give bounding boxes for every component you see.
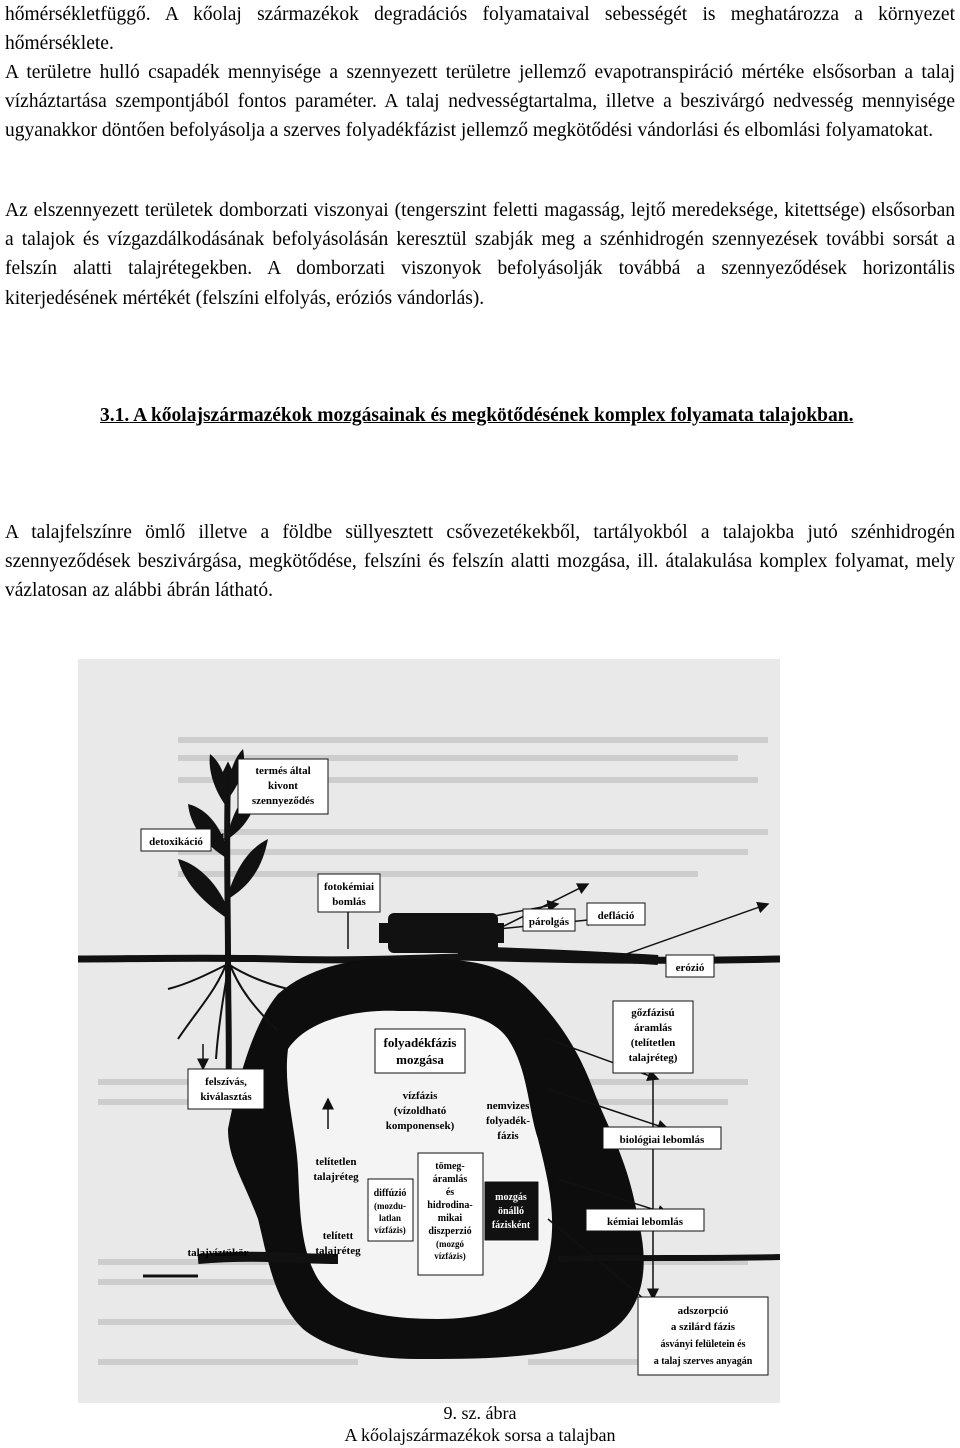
label-photochemical-2: bomlás — [332, 896, 366, 908]
label-diffusion-4: vízfázis) — [374, 1225, 406, 1235]
label-mass-flow-4: hidrodina- — [427, 1200, 473, 1211]
figure-caption-title: A kőolajszármazékok sorsa a talajban — [344, 1425, 616, 1445]
label-diffusion-1: diffúzió — [373, 1188, 407, 1199]
section-heading — [100, 401, 950, 431]
label-gas-phase-3: (telítetlen — [630, 1037, 676, 1049]
label-nonaqueous-3: fázis — [497, 1130, 519, 1142]
label-detoxification: detoxikáció — [149, 836, 203, 848]
label-unsaturated-1: telítetlen — [315, 1156, 357, 1168]
groundwater-spread-right — [558, 1257, 780, 1259]
label-diffusion-2: (mozdu- — [374, 1201, 406, 1211]
label-water-phase-2: (vízoldható — [393, 1105, 447, 1117]
label-crop-3: szennyeződés — [251, 795, 315, 807]
label-mass-flow-2: áramlás — [432, 1174, 468, 1185]
label-separate-phase-2: önálló — [497, 1206, 525, 1217]
label-gas-phase-4: talajréteg) — [628, 1052, 678, 1064]
label-separate-phase-3: fázisként — [491, 1220, 531, 1231]
paragraph-temperature: hőmérsékletfüggő. A kőolaj származékok degradációs folyamataival sebességét is meghatározza a környezet hőmérséklete. — [5, 4, 955, 55]
label-liquid-phase-2: mozgása — [396, 1052, 444, 1067]
label-nonaqueous-2: folyadék- — [486, 1115, 530, 1127]
label-adsorption-1: adszorpció — [677, 1305, 729, 1317]
label-mass-flow-1: tömeg- — [435, 1161, 465, 1172]
label-mass-flow-3: és — [445, 1187, 455, 1198]
label-adsorption-2: a szilárd fázis — [670, 1321, 736, 1333]
label-erosion: erózió — [675, 962, 705, 974]
label-biodegradation: biológiai lebomlás — [619, 1134, 705, 1146]
label-saturated-1: telített — [322, 1230, 354, 1242]
label-photochemical-1: fotokémiai — [323, 881, 375, 893]
label-gas-phase-1: gőzfázisú — [631, 1007, 675, 1019]
label-mass-flow-7: (mozgó — [436, 1239, 464, 1249]
figure-caption-number: 9. sz. ábra — [443, 1403, 517, 1423]
label-uptake-1: felszívás, — [205, 1076, 247, 1088]
paragraph-topography: Az elszennyezett területek domborzati viszonyai (tengerszint feletti magasság, lejtő meredeksége, kitettsége) elsősorban a talajok és vízgazdálkodásának befolyásolásán keresztül szabják meg a szénhidrogén szennyezések további sorsát a felszín alatti talajrétegekben. A domborzati viszonyok befolyásolják továbbá a szennyeződések horizontális kiterjedésének mértékét (felszíni elfolyás, eróziós vándorlás). — [5, 200, 955, 309]
paragraph-process-intro: A talajfelszínre ömlő illetve a földbe süllyesztett csővezetékekből, tartályokból a talajokba jutó szénhidrogén szennyeződések beszivárgása, megkötődése, felszíni és felszín alatti mozgása, ill. átalakulása komplex folyamat, mely vázlatosan az alábbi ábrán látható. — [5, 522, 955, 602]
section-title: A kőolajszármazékok mozgásainak és megkötődésének komplex folyamata talajokban. — [133, 405, 854, 426]
label-gas-phase-2: áramlás — [634, 1022, 672, 1034]
label-uptake-2: kiválasztás — [200, 1091, 252, 1103]
label-mass-flow-5: mikai — [437, 1213, 463, 1224]
label-deflation: defláció — [597, 910, 635, 922]
section-number: 3.1. — [100, 405, 130, 426]
label-liquid-phase-1: folyadékfázis — [383, 1035, 457, 1050]
label-mass-flow-8: vízfázis) — [434, 1251, 466, 1261]
label-adsorption-4: a talaj szerves anyagán — [653, 1356, 753, 1367]
label-crop-2: kivont — [268, 780, 298, 792]
label-water-phase-3: komponensek) — [385, 1120, 455, 1132]
label-crop-1: termés által — [255, 765, 311, 777]
label-adsorption-3: ásványi felületein és — [660, 1339, 746, 1350]
label-evaporation: párolgás — [528, 916, 570, 928]
label-nonaqueous-1: nemvizes — [486, 1100, 530, 1112]
label-diffusion-3: latlan — [378, 1213, 402, 1223]
label-saturated-2: talajréteg — [315, 1245, 361, 1257]
label-chemical-degradation: kémiai lebomlás — [606, 1216, 684, 1228]
label-mass-flow-6: diszperzió — [428, 1226, 472, 1237]
paragraph-precipitation: A területre hulló csapadék mennyisége a szennyezett területre jellemző evapotranspiráció mértéke elsősorban a talaj vízháztartása szempontjából fontos paraméter. A talaj nedvességtartalma, illetve a beszivárgó nedvesség mennyisége ugyanakkor döntően befolyásolja a szerves folyadékfázist jellemző megkötődési vándorlási és elbomlási folyamatokat. — [5, 62, 955, 142]
label-groundwater-table: talajvíztükör — [187, 1247, 249, 1259]
figure-hydrocarbon-fate-diagram — [78, 659, 780, 1403]
label-water-phase-1: vízfázis — [402, 1090, 438, 1102]
label-unsaturated-2: talajréteg — [313, 1171, 359, 1183]
label-separate-phase-1: mozgás — [495, 1192, 527, 1203]
